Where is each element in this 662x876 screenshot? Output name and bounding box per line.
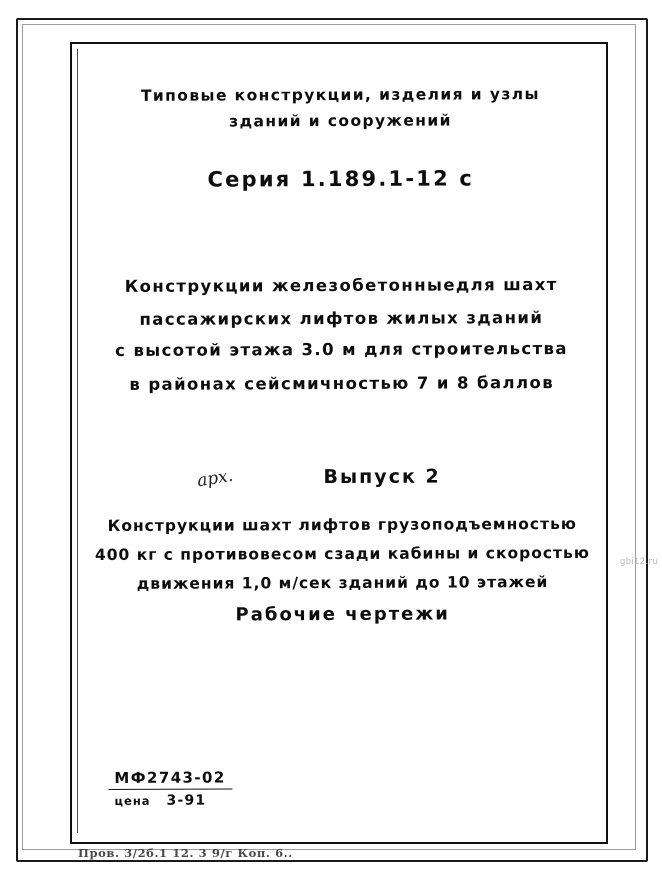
header-line-2: зданий и сооружений [229, 111, 452, 131]
catalog-code-number: МФ2743-02 [114, 768, 226, 787]
price-value: 3-91 [166, 792, 207, 809]
series-number: Серия 1.189.1-12 с [207, 166, 475, 192]
subtitle-line-3: движения 1,0 м/сек зданий до 10 этажей [136, 573, 549, 593]
subtitle-line-2: 400 кг с противовесом сзади кабины и скоростью [94, 543, 590, 565]
subtitle-line-4: Рабочие чертежи [235, 603, 450, 626]
issue-number: Выпуск 2 [323, 465, 441, 489]
code-divider [108, 788, 232, 790]
handwritten-signature: арх. [195, 465, 235, 492]
catalog-code-block [108, 768, 238, 809]
price-row [108, 792, 238, 809]
main-title-line-3: с высотой этажа 3.0 м для строительства [115, 338, 568, 360]
subtitle-line-1: Конструкции шахт лифтов грузоподъемностью [107, 514, 577, 535]
bottom-handwritten-note: Пров. 3/2б.1 12. 3 9/г Коп. 6.. [78, 846, 293, 860]
main-title-line-4: в районах сейсмичностью 7 и 8 баллов [129, 373, 555, 394]
header-line-1: Типовые конструкции, изделия и узлы [140, 85, 540, 105]
price-label: цена [114, 793, 151, 808]
main-title-line-2: пассажирских лифтов жилых зданий [139, 308, 544, 329]
watermark-text: gbi12.ru [620, 557, 658, 567]
drawing-sheet-frame [70, 42, 608, 844]
sheet-margin-line [77, 49, 78, 833]
main-title-line-1: Конструкции железобетонныедля шахт [124, 275, 558, 296]
